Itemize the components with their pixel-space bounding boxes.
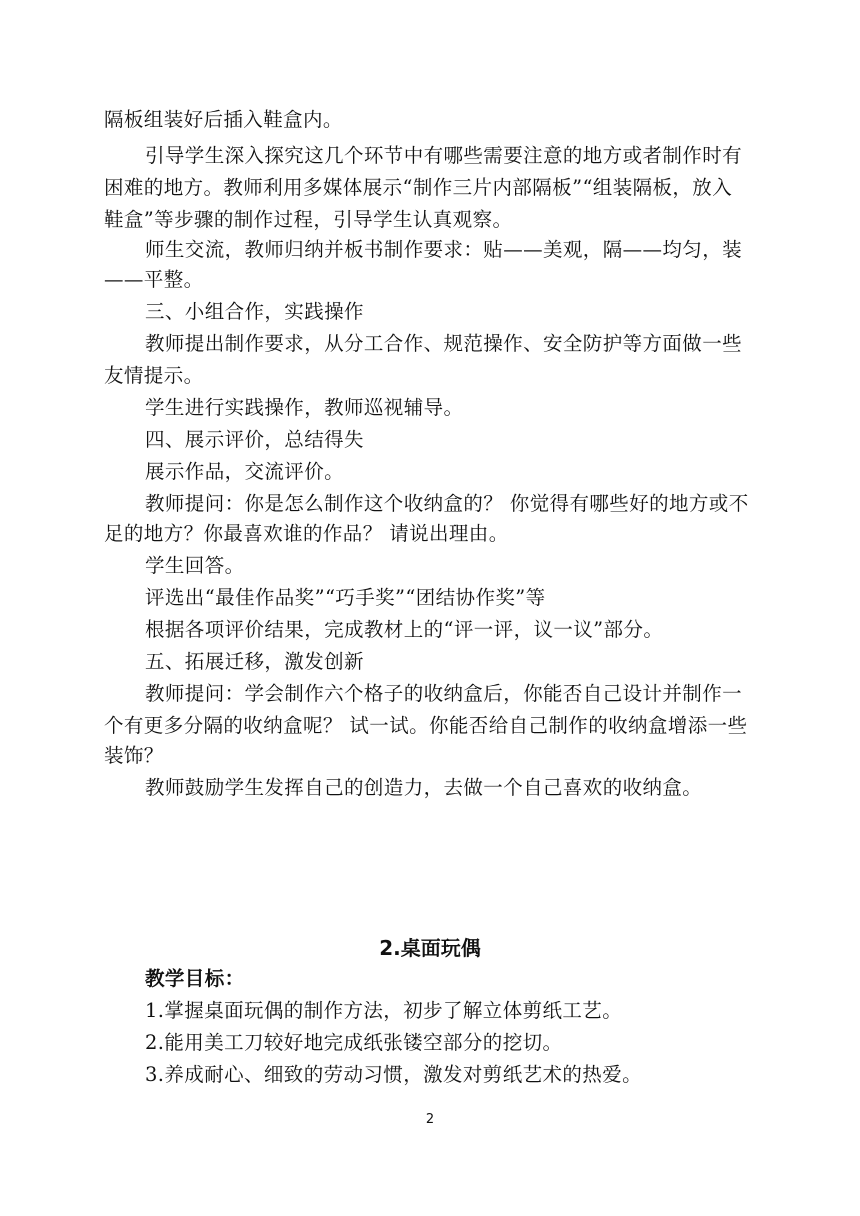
paragraph-line: 展示作品，交流评价。 xyxy=(145,460,345,483)
paragraph-line: 个有更多分隔的收纳盒呢？ 试一试。你能否给自己制作的收纳盒增添一些 xyxy=(104,714,748,737)
paragraph-line: 隔板组装好后插入鞋盒内。 xyxy=(104,108,343,131)
objective-item: 2.能用美工刀较好地完成纸张镂空部分的挖切。 xyxy=(145,1031,563,1054)
paragraph-line: 学生回答。 xyxy=(145,554,245,577)
section-heading: 四、展示评价，总结得失 xyxy=(145,428,364,451)
page-number: 2 xyxy=(425,1112,435,1127)
section-heading: 五、拓展迁移，激发创新 xyxy=(145,650,364,673)
paragraph-line: ——平整。 xyxy=(104,268,204,291)
paragraph-line: 鞋盒”等步骤的制作过程，引导学生认真观察。 xyxy=(104,208,513,231)
objective-item: 3.养成耐心、细致的劳动习惯，激发对剪纸艺术的热爱。 xyxy=(145,1063,643,1086)
paragraph-line: 引导学生深入探究这几个环节中有哪些需要注意的地方或者制作时有 xyxy=(145,144,743,167)
paragraph-line: 根据各项评价结果，完成教材上的“评一评，议一议”部分。 xyxy=(145,618,664,641)
paragraph-line: 学生进行实践操作，教师巡视辅导。 xyxy=(145,396,464,419)
paragraph-line: 师生交流，教师归纳并板书制作要求：贴——美观，隔——均匀，装 xyxy=(145,238,743,261)
objective-item: 1.掌握桌面玩偶的制作方法，初步了解立体剪纸工艺。 xyxy=(145,999,623,1022)
paragraph-line: 教师提出制作要求，从分工合作、规范操作、安全防护等方面做一些 xyxy=(145,332,743,355)
paragraph-line: 困难的地方。教师利用多媒体展示“制作三片内部隔板”“组装隔板，放入 xyxy=(104,176,733,199)
paragraph-line: 教师提问：你是怎么制作这个收纳盒的？ 你觉得有哪些好的地方或不 xyxy=(145,492,749,515)
paragraph-line: 友情提示。 xyxy=(104,364,204,387)
paragraph-line: 评选出“最佳作品奖”“巧手奖”“团结协作奖”等 xyxy=(145,586,546,609)
paragraph-line: 足的地方？你最喜欢谁的作品？ 请说出理由。 xyxy=(104,522,509,545)
paragraph-line: 装饰？ xyxy=(104,744,164,767)
paragraph-line: 教师鼓励学生发挥自己的创造力，去做一个自己喜欢的收纳盒。 xyxy=(145,776,703,799)
paragraph-line: 教师提问：学会制作六个格子的收纳盒后，你能否自己设计并制作一 xyxy=(145,682,743,705)
objectives-heading: 教学目标： xyxy=(145,967,245,990)
section-title: 2.桌面玩偶 xyxy=(379,936,481,960)
section-heading: 三、小组合作，实践操作 xyxy=(145,300,364,323)
